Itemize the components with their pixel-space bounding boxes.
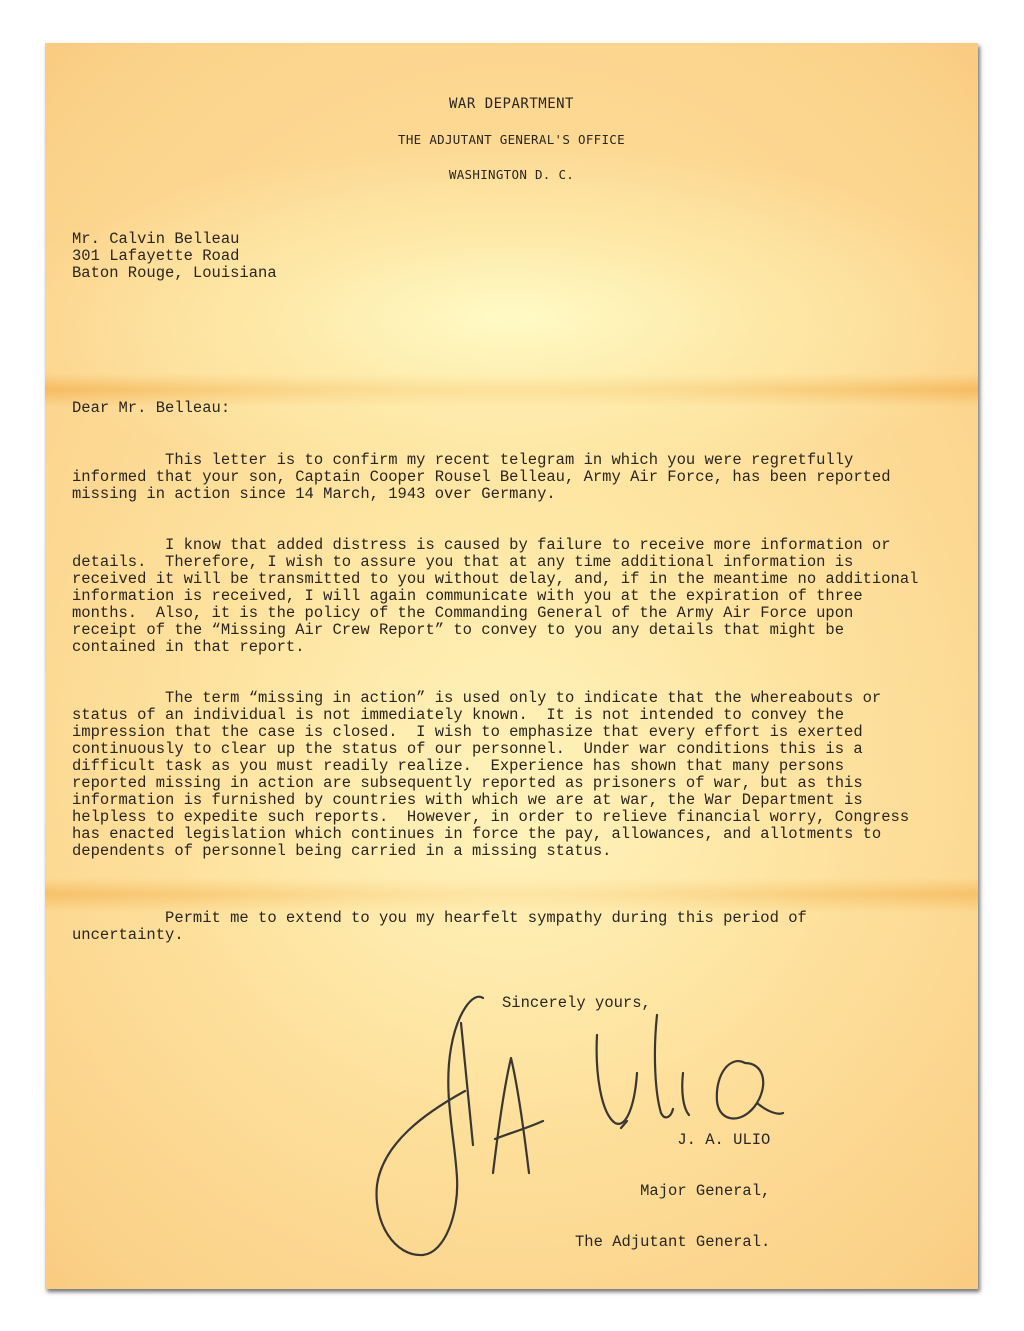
body-paragraph-1: This letter is to confirm my recent telegram in which you were regretfully informed that your son, Captain Cooper Rousel Belleau, Army Air Force, has been reported missing in action since 14 March, 1943 over Germany. <box>72 451 891 503</box>
signatory-rank: Major General, <box>640 1182 771 1200</box>
closing: Sincerely yours, <box>502 994 651 1012</box>
handwritten-signature <box>365 963 785 1283</box>
body-paragraph-3: The term “missing in action” is used only to indicate that the whereabouts or status of an individual is not immediately known. It is not intended to convey the impression that the case is closed. I wish to emphasize that every effort is exerted continuously to clear up the status of our personnel. Under war conditions this is a difficult task as you must readily realize. Experience has shown that many persons reported missing in action are subsequently reported as prisoners of war, but as this information is furnished by countries with which we are at war, the War Department is helpless to expedite such reports. However, in order to relieve financial worry, Congress has enacted legislation which continues in force the pay, allowances, and allotments to dependents of personnel being carried in a missing status. <box>72 689 910 860</box>
letterhead-office: THE ADJUTANT GENERAL'S OFFICE <box>398 132 625 147</box>
recipient-name: Mr. Calvin Belleau <box>72 230 240 248</box>
signatory-title: The Adjutant General. <box>575 1233 771 1251</box>
letterhead-department: WAR DEPARTMENT <box>448 96 574 112</box>
letterhead-location: WASHINGTON D. C. <box>448 167 575 182</box>
recipient-city: Baton Rouge, Louisiana <box>72 264 277 282</box>
letter-page <box>45 43 978 1289</box>
salutation: Dear Mr. Belleau: <box>72 399 231 417</box>
signatory-name: J. A. ULIO <box>677 1131 771 1149</box>
recipient-street: 301 Lafayette Road <box>72 247 240 265</box>
body-paragraph-2: I know that added distress is caused by failure to receive more information or details. Therefore, I wish to assure you that at any time additional information is received it will be transmitted to you without delay, and, if in the meantime no additional information is received, I will again communicate with you at the expiration of three months. Also, it is the policy of the Commanding General of the Army Air Force upon receipt of the “Missing Air Crew Report” to convey to you any details that might be contained in that report. <box>72 536 919 656</box>
recipient-address <box>72 231 277 282</box>
body-paragraph-4: Permit me to extend to you my hearfelt sympathy during this period of uncertainty. <box>72 909 807 944</box>
